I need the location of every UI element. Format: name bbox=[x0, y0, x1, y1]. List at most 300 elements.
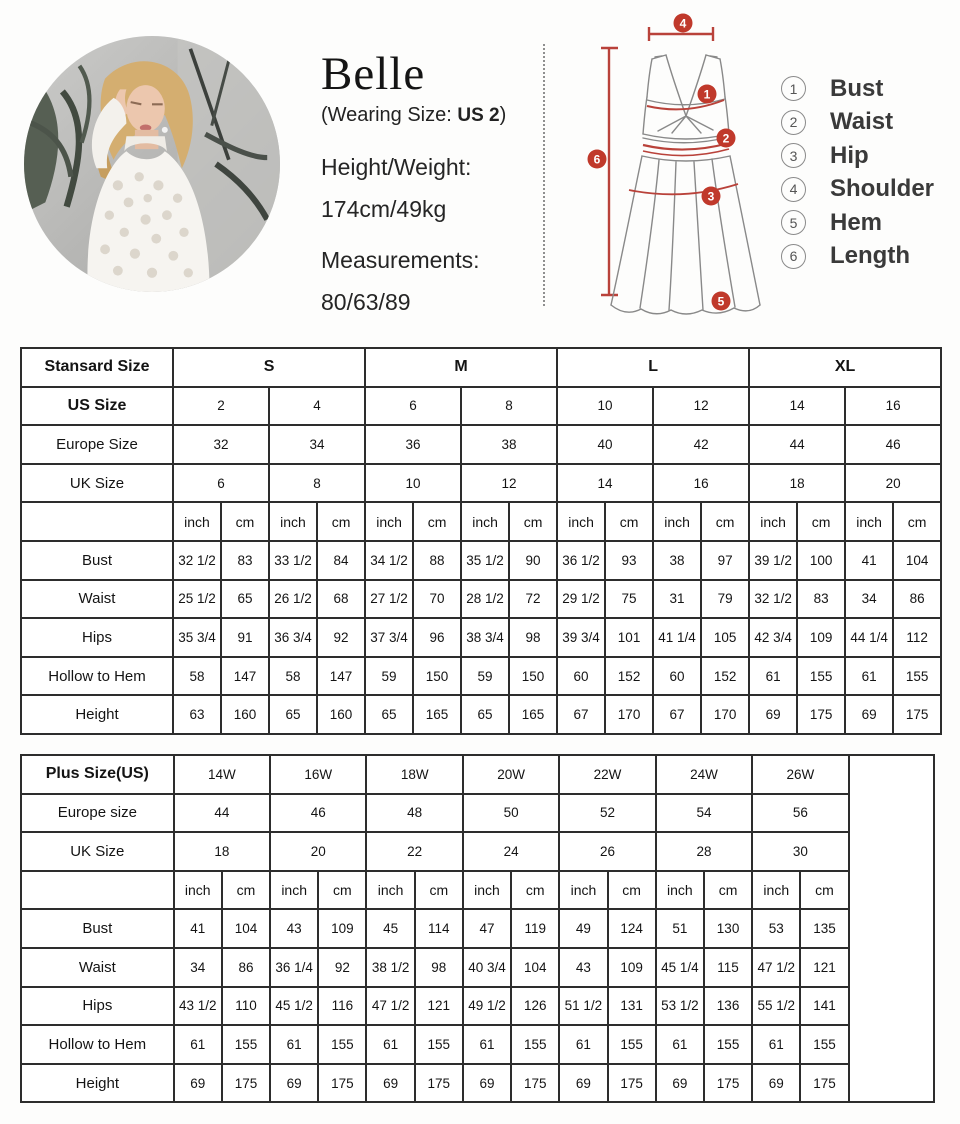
measure-value: 147 bbox=[317, 657, 365, 696]
measure-label: Hollow to Hem bbox=[21, 1025, 174, 1064]
measure-value: 170 bbox=[701, 695, 749, 734]
measure-value: 69 bbox=[366, 1064, 414, 1103]
measure-value: 175 bbox=[415, 1064, 463, 1103]
measure-value: 101 bbox=[605, 618, 653, 657]
measure-value: 35 3/4 bbox=[173, 618, 221, 657]
measure-value: 61 bbox=[749, 657, 797, 696]
measure-value: 160 bbox=[221, 695, 269, 734]
measure-value: 104 bbox=[893, 541, 941, 580]
unit-cm-header: cm bbox=[221, 502, 269, 541]
europe-size-value: 52 bbox=[559, 794, 655, 833]
wearing-size bbox=[321, 104, 551, 127]
measure-value: 93 bbox=[605, 541, 653, 580]
measure-value: 155 bbox=[222, 1025, 270, 1064]
measure-label: Hollow to Hem bbox=[21, 657, 173, 696]
measure-value: 36 3/4 bbox=[269, 618, 317, 657]
measure-value: 37 3/4 bbox=[365, 618, 413, 657]
legend bbox=[781, 72, 934, 273]
measure-value: 160 bbox=[317, 695, 365, 734]
legend-label: Waist bbox=[830, 108, 894, 136]
measure-value: 92 bbox=[318, 948, 366, 987]
europe-size-value: 50 bbox=[463, 794, 559, 833]
marker-bust-number: 1 bbox=[703, 87, 711, 102]
table-row bbox=[21, 464, 941, 503]
measure-value: 59 bbox=[461, 657, 509, 696]
measure-value: 170 bbox=[605, 695, 653, 734]
table-row bbox=[21, 580, 941, 619]
model-photo bbox=[24, 36, 280, 292]
measure-value: 41 bbox=[845, 541, 893, 580]
measure-value: 65 bbox=[221, 580, 269, 619]
measure-value: 83 bbox=[797, 580, 845, 619]
unit-cm-header: cm bbox=[605, 502, 653, 541]
plus-size-title: Plus Size(US) bbox=[21, 755, 174, 794]
unit-inch-header: inch bbox=[174, 871, 222, 910]
measure-value: 61 bbox=[845, 657, 893, 696]
measure-value: 114 bbox=[415, 909, 463, 948]
measure-value: 69 bbox=[656, 1064, 704, 1103]
measure-value: 69 bbox=[752, 1064, 800, 1103]
table-row bbox=[21, 909, 934, 948]
legend-label: Shoulder bbox=[830, 175, 935, 203]
circled-number-icon: 6 bbox=[781, 244, 806, 269]
table-row bbox=[21, 502, 941, 541]
us-size-value: 10 bbox=[557, 387, 653, 426]
unit-cm-header: cm bbox=[800, 871, 848, 910]
us-size-value: 2 bbox=[173, 387, 269, 426]
uk-size-label: UK Size bbox=[21, 832, 174, 871]
plus-size-header: 18W bbox=[366, 755, 462, 794]
height-weight-label: Height/Weight: bbox=[321, 154, 472, 181]
measure-value: 26 1/2 bbox=[269, 580, 317, 619]
measure-value: 38 1/2 bbox=[366, 948, 414, 987]
measure-value: 121 bbox=[415, 987, 463, 1026]
measure-value: 44 1/4 bbox=[845, 618, 893, 657]
unit-inch-header: inch bbox=[752, 871, 800, 910]
unit-inch-header: inch bbox=[365, 502, 413, 541]
circled-number-icon: 4 bbox=[781, 177, 806, 202]
unit-inch-header: inch bbox=[749, 502, 797, 541]
measure-value: 69 bbox=[845, 695, 893, 734]
measure-label: Bust bbox=[21, 541, 173, 580]
unit-cm-header: cm bbox=[413, 502, 461, 541]
size-group-header: S bbox=[173, 348, 365, 387]
measure-value: 79 bbox=[701, 580, 749, 619]
measure-value: 92 bbox=[317, 618, 365, 657]
unit-inch-header: inch bbox=[461, 502, 509, 541]
unit-cm-header: cm bbox=[509, 502, 557, 541]
measure-value: 175 bbox=[704, 1064, 752, 1103]
plus-size-table bbox=[20, 754, 935, 1103]
measure-value: 39 3/4 bbox=[557, 618, 605, 657]
measure-value: 126 bbox=[511, 987, 559, 1026]
europe-size-value: 38 bbox=[461, 425, 557, 464]
measure-value: 43 bbox=[559, 948, 607, 987]
measure-value: 67 bbox=[653, 695, 701, 734]
measure-value: 121 bbox=[800, 948, 848, 987]
measure-value: 61 bbox=[366, 1025, 414, 1064]
measure-value: 150 bbox=[413, 657, 461, 696]
measure-value: 105 bbox=[701, 618, 749, 657]
uk-size-value: 22 bbox=[366, 832, 462, 871]
table-row bbox=[21, 618, 941, 657]
size-group-header: M bbox=[365, 348, 557, 387]
measure-value: 58 bbox=[269, 657, 317, 696]
measure-value: 109 bbox=[797, 618, 845, 657]
measure-value: 47 1/2 bbox=[366, 987, 414, 1026]
table-row bbox=[21, 1025, 934, 1064]
unit-inch-header: inch bbox=[559, 871, 607, 910]
measure-value: 165 bbox=[413, 695, 461, 734]
europe-size-value: 48 bbox=[366, 794, 462, 833]
empty-trailing-cell bbox=[849, 755, 934, 1102]
measure-value: 34 1/2 bbox=[365, 541, 413, 580]
measure-value: 115 bbox=[704, 948, 752, 987]
measure-value: 34 bbox=[174, 948, 222, 987]
measure-value: 53 bbox=[752, 909, 800, 948]
europe-size-value: 44 bbox=[174, 794, 270, 833]
measure-value: 63 bbox=[173, 695, 221, 734]
measure-value: 131 bbox=[608, 987, 656, 1026]
measure-value: 69 bbox=[463, 1064, 511, 1103]
plus-size-header: 14W bbox=[174, 755, 270, 794]
measure-value: 45 1/4 bbox=[656, 948, 704, 987]
measure-value: 155 bbox=[704, 1025, 752, 1064]
table-row bbox=[21, 695, 941, 734]
uk-size-value: 16 bbox=[653, 464, 749, 503]
measure-value: 41 bbox=[174, 909, 222, 948]
europe-size-value: 36 bbox=[365, 425, 461, 464]
measure-value: 67 bbox=[557, 695, 605, 734]
measure-value: 112 bbox=[893, 618, 941, 657]
size-group-header: L bbox=[557, 348, 749, 387]
marker-shoulder-number: 4 bbox=[679, 16, 687, 31]
uk-size-value: 24 bbox=[463, 832, 559, 871]
table-row bbox=[21, 657, 941, 696]
wearing-size-prefix: (Wearing Size: bbox=[321, 104, 452, 127]
unit-inch-header: inch bbox=[463, 871, 511, 910]
europe-size-value: 34 bbox=[269, 425, 365, 464]
measure-value: 36 1/4 bbox=[270, 948, 318, 987]
europe-size-value: 44 bbox=[749, 425, 845, 464]
measure-value: 61 bbox=[656, 1025, 704, 1064]
measure-value: 155 bbox=[318, 1025, 366, 1064]
measure-value: 90 bbox=[509, 541, 557, 580]
unit-inch-header: inch bbox=[173, 502, 221, 541]
measure-value: 34 bbox=[845, 580, 893, 619]
marker-length-number: 6 bbox=[593, 152, 601, 167]
measure-value: 136 bbox=[704, 987, 752, 1026]
measure-value: 109 bbox=[608, 948, 656, 987]
measure-value: 39 1/2 bbox=[749, 541, 797, 580]
measure-value: 38 3/4 bbox=[461, 618, 509, 657]
europe-size-value: 32 bbox=[173, 425, 269, 464]
plus-size-header: 22W bbox=[559, 755, 655, 794]
unit-cm-header: cm bbox=[893, 502, 941, 541]
measure-value: 175 bbox=[318, 1064, 366, 1103]
measurements-value: 80/63/89 bbox=[321, 289, 411, 316]
us-size-value: 16 bbox=[845, 387, 941, 426]
measure-value: 98 bbox=[415, 948, 463, 987]
circled-number-icon: 1 bbox=[781, 76, 806, 101]
measure-value: 53 1/2 bbox=[656, 987, 704, 1026]
wearing-size-value: US 2 bbox=[457, 105, 500, 127]
measure-value: 47 1/2 bbox=[752, 948, 800, 987]
measure-value: 155 bbox=[893, 657, 941, 696]
standard-size-table bbox=[20, 347, 942, 735]
uk-size-value: 20 bbox=[270, 832, 366, 871]
measure-value: 32 1/2 bbox=[173, 541, 221, 580]
table-row bbox=[21, 425, 941, 464]
measure-value: 61 bbox=[174, 1025, 222, 1064]
measure-value: 84 bbox=[317, 541, 365, 580]
unit-cm-header: cm bbox=[415, 871, 463, 910]
measure-value: 49 bbox=[559, 909, 607, 948]
measure-value: 60 bbox=[557, 657, 605, 696]
measure-value: 41 1/4 bbox=[653, 618, 701, 657]
plus-size-header: 26W bbox=[752, 755, 848, 794]
measure-value: 25 1/2 bbox=[173, 580, 221, 619]
unit-inch-header: inch bbox=[366, 871, 414, 910]
measure-label: Waist bbox=[21, 580, 173, 619]
uk-size-value: 30 bbox=[752, 832, 848, 871]
measure-value: 155 bbox=[415, 1025, 463, 1064]
legend-item-length bbox=[781, 240, 934, 274]
measure-value: 109 bbox=[318, 909, 366, 948]
measure-value: 35 1/2 bbox=[461, 541, 509, 580]
measure-value: 147 bbox=[221, 657, 269, 696]
size-group-header: XL bbox=[749, 348, 941, 387]
us-size-value: 6 bbox=[365, 387, 461, 426]
measure-value: 75 bbox=[605, 580, 653, 619]
units-row-spacer bbox=[21, 502, 173, 541]
uk-size-value: 12 bbox=[461, 464, 557, 503]
measure-value: 119 bbox=[511, 909, 559, 948]
measure-value: 59 bbox=[365, 657, 413, 696]
measure-value: 150 bbox=[509, 657, 557, 696]
marker-hem-number: 5 bbox=[717, 294, 725, 309]
measure-value: 141 bbox=[800, 987, 848, 1026]
us-size-value: 4 bbox=[269, 387, 365, 426]
measure-value: 83 bbox=[221, 541, 269, 580]
legend-label: Hip bbox=[830, 141, 869, 169]
circled-number-icon: 2 bbox=[781, 110, 806, 135]
measure-value: 61 bbox=[270, 1025, 318, 1064]
unit-cm-header: cm bbox=[318, 871, 366, 910]
table-row bbox=[21, 987, 934, 1026]
measure-value: 175 bbox=[800, 1064, 848, 1103]
measure-value: 155 bbox=[800, 1025, 848, 1064]
legend-label: Bust bbox=[830, 74, 884, 102]
legend-label: Length bbox=[830, 242, 910, 270]
measurements-label: Measurements: bbox=[321, 247, 480, 274]
uk-size-value: 14 bbox=[557, 464, 653, 503]
measure-value: 135 bbox=[800, 909, 848, 948]
measure-value: 40 3/4 bbox=[463, 948, 511, 987]
us-size-value: 8 bbox=[461, 387, 557, 426]
measure-value: 124 bbox=[608, 909, 656, 948]
measure-value: 45 1/2 bbox=[270, 987, 318, 1026]
measure-value: 175 bbox=[608, 1064, 656, 1103]
europe-size-label: Europe Size bbox=[21, 425, 173, 464]
uk-size-label: UK Size bbox=[21, 464, 173, 503]
model-info bbox=[321, 50, 551, 316]
plus-size-header: 16W bbox=[270, 755, 366, 794]
unit-cm-header: cm bbox=[797, 502, 845, 541]
table-row bbox=[21, 541, 941, 580]
measure-value: 175 bbox=[222, 1064, 270, 1103]
marker-hip-number: 3 bbox=[707, 189, 715, 204]
europe-size-value: 40 bbox=[557, 425, 653, 464]
legend-item-hem bbox=[781, 206, 934, 240]
unit-inch-header: inch bbox=[653, 502, 701, 541]
table-row bbox=[21, 832, 934, 871]
uk-size-value: 18 bbox=[749, 464, 845, 503]
model-name: Belle bbox=[321, 48, 426, 100]
measure-value: 152 bbox=[605, 657, 653, 696]
unit-cm-header: cm bbox=[317, 502, 365, 541]
measure-value: 175 bbox=[511, 1064, 559, 1103]
europe-size-value: 56 bbox=[752, 794, 848, 833]
table-row bbox=[21, 348, 941, 387]
measure-value: 116 bbox=[318, 987, 366, 1026]
model-photo-image bbox=[24, 36, 280, 292]
us-size-label: US Size bbox=[21, 387, 173, 426]
measure-value: 72 bbox=[509, 580, 557, 619]
legend-item-waist bbox=[781, 106, 934, 140]
uk-size-value: 10 bbox=[365, 464, 461, 503]
height-weight-value: 174cm/49kg bbox=[321, 196, 447, 223]
dress-diagram bbox=[552, 4, 770, 324]
measure-value: 65 bbox=[461, 695, 509, 734]
measure-value: 42 3/4 bbox=[749, 618, 797, 657]
measure-value: 47 bbox=[463, 909, 511, 948]
units-row-spacer bbox=[21, 871, 174, 910]
europe-size-value: 46 bbox=[270, 794, 366, 833]
unit-inch-header: inch bbox=[845, 502, 893, 541]
measure-value: 69 bbox=[174, 1064, 222, 1103]
legend-item-hip bbox=[781, 139, 934, 173]
measure-label: Hips bbox=[21, 987, 174, 1026]
measure-value: 175 bbox=[893, 695, 941, 734]
unit-inch-header: inch bbox=[557, 502, 605, 541]
unit-inch-header: inch bbox=[270, 871, 318, 910]
measure-value: 86 bbox=[222, 948, 270, 987]
measure-value: 104 bbox=[222, 909, 270, 948]
unit-cm-header: cm bbox=[701, 502, 749, 541]
measure-value: 104 bbox=[511, 948, 559, 987]
measure-value: 28 1/2 bbox=[461, 580, 509, 619]
wearing-size-suffix: ) bbox=[499, 104, 507, 127]
measure-value: 88 bbox=[413, 541, 461, 580]
europe-size-value: 46 bbox=[845, 425, 941, 464]
measure-value: 96 bbox=[413, 618, 461, 657]
measure-value: 61 bbox=[559, 1025, 607, 1064]
measure-value: 33 1/2 bbox=[269, 541, 317, 580]
europe-size-label: Europe size bbox=[21, 794, 174, 833]
uk-size-value: 18 bbox=[174, 832, 270, 871]
measure-value: 110 bbox=[222, 987, 270, 1026]
measure-label: Hips bbox=[21, 618, 173, 657]
table-row bbox=[21, 1064, 934, 1103]
legend-item-shoulder bbox=[781, 173, 934, 207]
us-size-value: 12 bbox=[653, 387, 749, 426]
table-row bbox=[21, 871, 934, 910]
measure-value: 51 bbox=[656, 909, 704, 948]
measure-value: 91 bbox=[221, 618, 269, 657]
plus-size-header: 20W bbox=[463, 755, 559, 794]
measure-label: Bust bbox=[21, 909, 174, 948]
legend-label: Hem bbox=[830, 208, 883, 236]
uk-size-value: 8 bbox=[269, 464, 365, 503]
measure-value: 61 bbox=[463, 1025, 511, 1064]
measure-label: Height bbox=[21, 695, 173, 734]
table-row bbox=[21, 948, 934, 987]
measure-value: 31 bbox=[653, 580, 701, 619]
europe-size-value: 54 bbox=[656, 794, 752, 833]
measure-value: 97 bbox=[701, 541, 749, 580]
table-row bbox=[21, 755, 934, 794]
measure-value: 68 bbox=[317, 580, 365, 619]
unit-inch-header: inch bbox=[269, 502, 317, 541]
measure-label: Height bbox=[21, 1064, 174, 1103]
measure-value: 70 bbox=[413, 580, 461, 619]
europe-size-value: 42 bbox=[653, 425, 749, 464]
legend-item-bust bbox=[781, 72, 934, 106]
measure-value: 69 bbox=[559, 1064, 607, 1103]
measure-value: 51 1/2 bbox=[559, 987, 607, 1026]
plus-size-header: 24W bbox=[656, 755, 752, 794]
uk-size-value: 20 bbox=[845, 464, 941, 503]
uk-size-value: 6 bbox=[173, 464, 269, 503]
marker-waist-number: 2 bbox=[722, 131, 730, 146]
measure-value: 38 bbox=[653, 541, 701, 580]
uk-size-value: 28 bbox=[656, 832, 752, 871]
measure-value: 43 bbox=[270, 909, 318, 948]
measure-value: 152 bbox=[701, 657, 749, 696]
measure-value: 36 1/2 bbox=[557, 541, 605, 580]
measure-value: 98 bbox=[509, 618, 557, 657]
circled-number-icon: 3 bbox=[781, 143, 806, 168]
unit-inch-header: inch bbox=[656, 871, 704, 910]
standard-size-title: Stansard Size bbox=[21, 348, 173, 387]
unit-cm-header: cm bbox=[704, 871, 752, 910]
measure-label: Waist bbox=[21, 948, 174, 987]
dotted-divider bbox=[543, 44, 545, 306]
table-row bbox=[21, 387, 941, 426]
measure-value: 61 bbox=[752, 1025, 800, 1064]
measure-value: 27 1/2 bbox=[365, 580, 413, 619]
measure-value: 32 1/2 bbox=[749, 580, 797, 619]
circled-number-icon: 5 bbox=[781, 210, 806, 235]
measure-value: 49 1/2 bbox=[463, 987, 511, 1026]
us-size-value: 14 bbox=[749, 387, 845, 426]
unit-cm-header: cm bbox=[222, 871, 270, 910]
measure-value: 43 1/2 bbox=[174, 987, 222, 1026]
measure-value: 130 bbox=[704, 909, 752, 948]
measure-value: 29 1/2 bbox=[557, 580, 605, 619]
table-row bbox=[21, 794, 934, 833]
measure-value: 175 bbox=[797, 695, 845, 734]
measure-value: 155 bbox=[608, 1025, 656, 1064]
measure-value: 58 bbox=[173, 657, 221, 696]
measure-value: 45 bbox=[366, 909, 414, 948]
measure-value: 60 bbox=[653, 657, 701, 696]
measure-value: 100 bbox=[797, 541, 845, 580]
measure-value: 65 bbox=[269, 695, 317, 734]
measure-value: 155 bbox=[511, 1025, 559, 1064]
measure-value: 165 bbox=[509, 695, 557, 734]
